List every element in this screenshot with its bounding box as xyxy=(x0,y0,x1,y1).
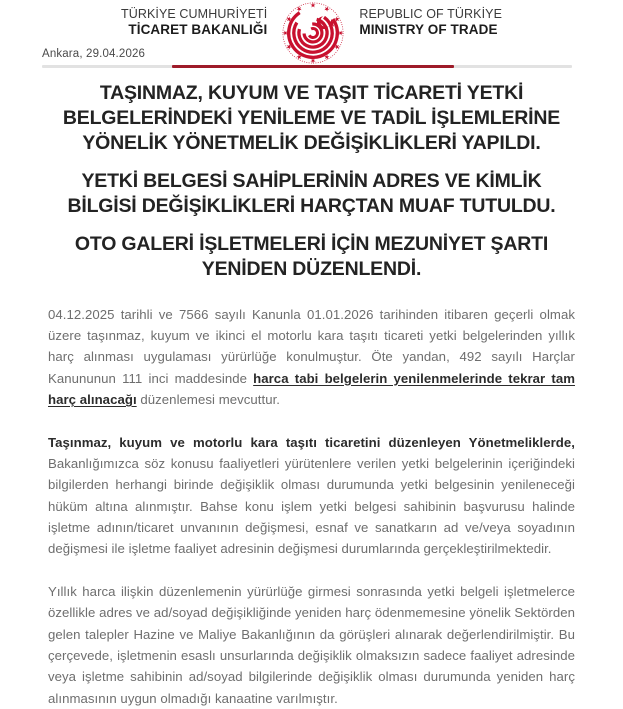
header-en-line1: REPUBLIC OF TÜRKİYE xyxy=(359,7,503,21)
header-tr-line1: TÜRKİYE CUMHURİYETİ xyxy=(120,7,268,21)
paragraph-1-text-b: düzenlemesi mevcuttur. xyxy=(136,392,281,408)
header-divider-accent xyxy=(172,65,454,68)
paragraph-2-lead: Taşınmaz, kuyum ve motorlu kara taşıtı ticaretini düzenleyen Yönetmeliklerde, xyxy=(48,434,575,450)
header-turkish-titles xyxy=(121,5,281,39)
header-divider xyxy=(42,65,572,68)
headline-1: TAŞINMAZ, KUYUM VE TAŞIT TİCARETİ YETKİ BELGELERİNDEKİ YENİLEME VE TADİL İŞLEMLERİNE YÖNELİK YÖNETMELİK DEĞİŞİKLİKLERİ YAPILDI. xyxy=(62,82,561,154)
paragraph-3: Yıllık harca ilişkin düzenlemenin yürürlüğe girmesi sonrasında yetki belgeli işletmelerce özellikle adres ve ad/soyad değişikliğinde yeniden harç ödenmemesine yönelik Sektörden gelen talepler Hazine ve Maliye Bakanlığının da görüşleri alınarak değerlendirilmiştir. Bu çerçevede, işletmenin esaslı unsurlarında değişiklik olmaksızın sadece faaliyet adresinde veya işletme sahibinin ad/soyad bilgilerinde değişiklik olması durumunda yeniden harç alınmasının uygun olmadığı kanaatine varılmıştır. xyxy=(48,583,575,706)
paragraph-2 xyxy=(48,432,575,560)
headline-2: YETKİ BELGESİ SAHİPLERİNİN ADRES VE KİMLİK BİLGİSİ DEĞİŞİKLİKLERİ HARÇTAN MUAF TUTULDU. xyxy=(67,169,556,217)
dateline: Ankara, 29.04.2026 xyxy=(42,48,146,60)
paragraph-1-text-a: 04.12.2025 tarihli ve 7566 sayılı Kanunla 01.01.2026 tarihinden itibaren geçerli olmak üzere taşınmaz, kuyum ve ikinci el motorlu kara taşıtı ticareti yetki belgelerinden yıllık harç alınması uygulaması yürürlüğe konulmuştur. Öte yandan, 492 sayılı Harçlar Kanununun 111 inci maddesinde xyxy=(48,306,575,386)
paragraph-2-text: Bakanlığımızca söz konusu faaliyetleri yürütenlere verilen yetki belgelerinin içeriğindeki bilgilerden herhangi birinde değişiklik olması durumunda yetki belgesinin yenileneceği hüküm altına alınmıştır. Bahse konu işlem yetki belgesi sahibinin başvurusu halinde işletme adının/ticaret unvanının değişmesi, esnaf ve sanatkarın ad ve/veya soyadının değişmesi ile işletme faaliyet adresinin değişmesi durumlarında gerçekleştirilmektedir. xyxy=(48,455,575,557)
paragraph-1-emphasis: harca tabi belgelerin yenilenmelerinde tekrar tam harç alınacağı xyxy=(48,370,575,408)
header-english-titles xyxy=(345,5,502,39)
article-body xyxy=(0,304,623,709)
headline-3: OTO GALERİ İŞLETMELERİ İÇİN MEZUNİYET ŞARTI YENİDEN DÜZENLENDİ. xyxy=(74,232,549,280)
paragraph-1 xyxy=(48,304,575,411)
page-header xyxy=(0,0,623,46)
ministry-of-trade-emblem-icon xyxy=(281,1,345,65)
headline-block xyxy=(0,81,623,282)
header-tr-line2: TİCARET BAKANLIĞI xyxy=(128,22,268,38)
header-en-line2: MINISTRY OF TRADE xyxy=(359,22,498,38)
